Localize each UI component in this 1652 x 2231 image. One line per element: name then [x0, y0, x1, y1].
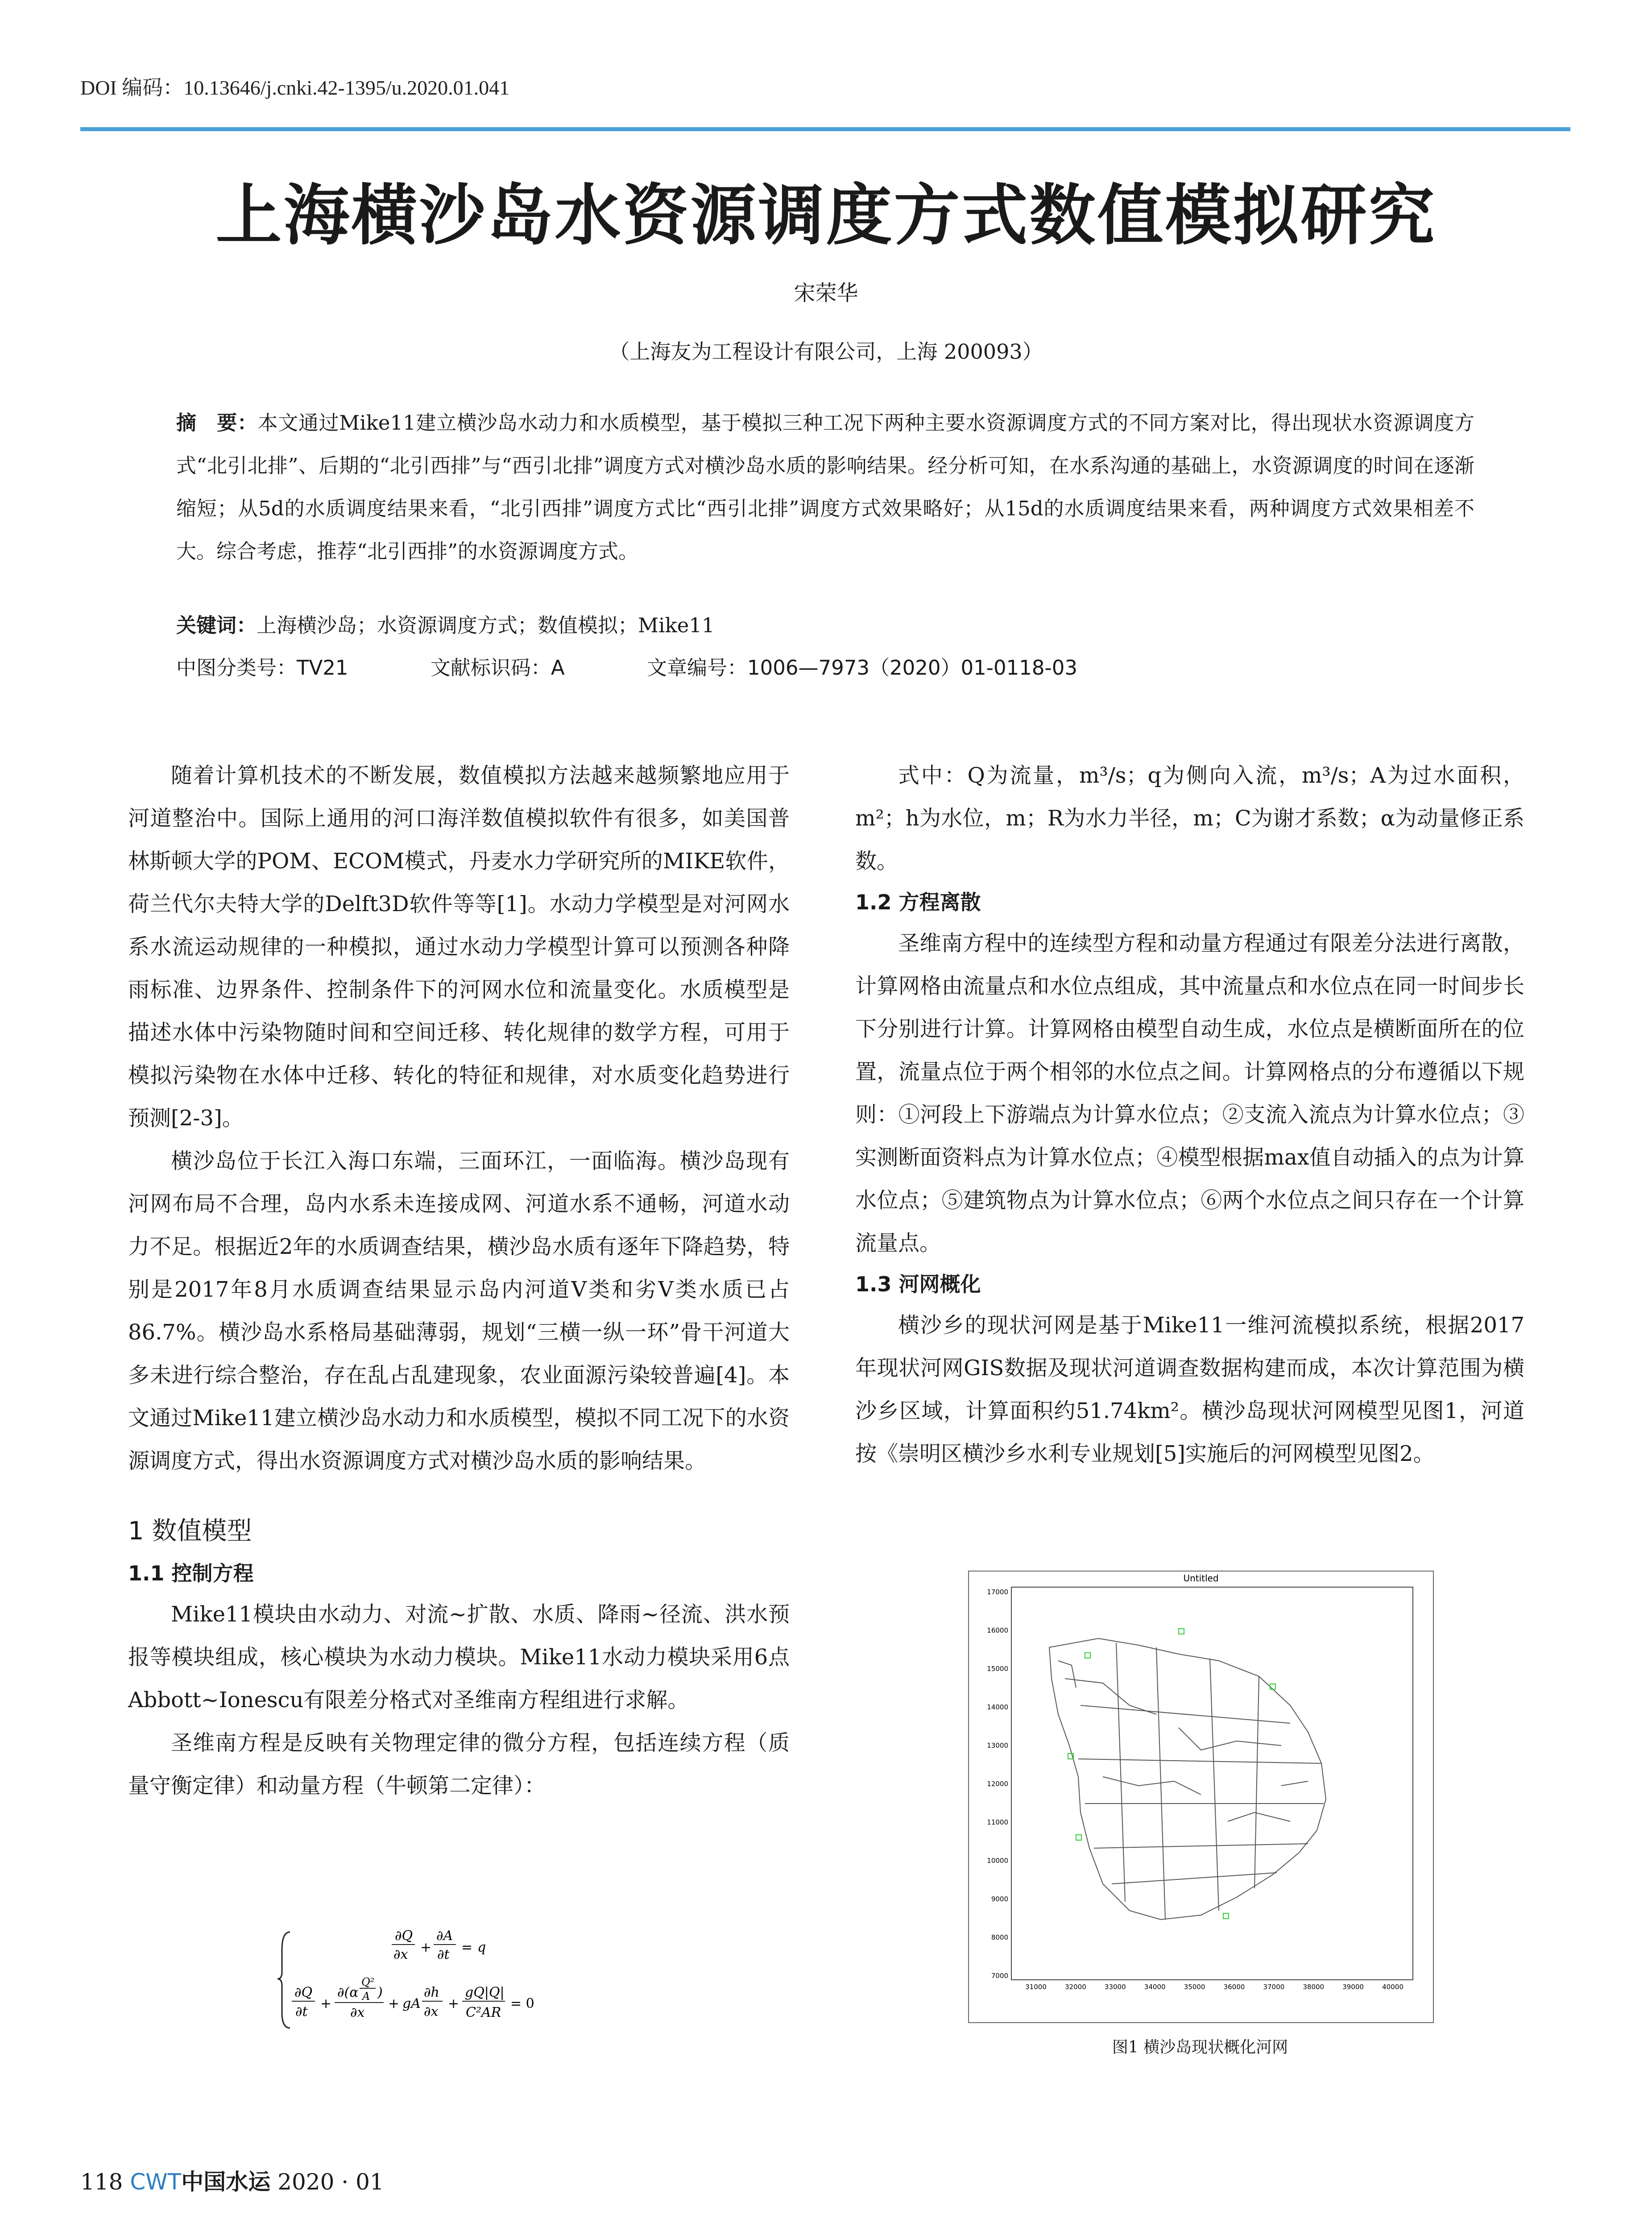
affiliation: （上海友为工程设计有限公司，上海 200093）: [609, 340, 1043, 364]
paper-title: 上海横沙岛水资源调度方式数值模拟研究: [215, 176, 1437, 254]
svg-text:∂t: ∂t: [295, 2004, 308, 2020]
article-number: 文章编号：1006—7973（2020）01-0118-03: [646, 656, 1078, 680]
header-rule: [80, 127, 1570, 131]
keywords: [176, 612, 1474, 639]
svg-text:+: +: [420, 1940, 432, 1955]
right-column: [855, 754, 1524, 1475]
svg-text:+: +: [448, 1996, 460, 2011]
paragraph: 横沙乡的现状河网是基于Mike11一维河流模拟系统，根据2017年现状河网GIS数据及现状河道调查数据构建而成，本次计算范围为横沙乡区域，计算面积约51.74km²。横沙岛现状河网模型见图1，河道按《崇明区横沙乡水利专业规划[5]实施后的河网模型见图2。: [855, 1313, 1524, 1466]
river-network: [1049, 1638, 1326, 1920]
keywords-text: 上海横沙岛；水资源调度方式；数值模拟；Mike11: [257, 614, 715, 637]
svg-text:= 0: = 0: [510, 1996, 534, 2011]
y-tick-label: 16000: [987, 1626, 1008, 1634]
x-tick-label: 35000: [1184, 1983, 1205, 1991]
y-tick-label: 15000: [987, 1665, 1008, 1673]
svg-text:∂(α: ∂(α: [337, 1985, 359, 2000]
left-column: [128, 754, 790, 1807]
saint-venant-equations: [277, 1923, 678, 2035]
journal-name: 中国水运: [181, 2169, 271, 2195]
abstract-text: 本文通过Mike11建立横沙岛水动力和水质模型，基于模拟三种工况下两种主要水资源调度方式的不同方案对比，得出现状水资源调度方式“北引北排”、后期的“北引西排”与“西引北排”调度方式对横沙岛水质的影响结果。经分析可知，在水系沟通的基础上，水资源调度的时间在逐渐缩短；从5d的水质调度结果来看，“北引西排”调度方式比“西引北排”调度方式效果略好；从15d的水质调度结果来看，两种调度方式效果相差不大。综合考虑，推荐“北引西排”的水资源调度方式。: [176, 411, 1474, 563]
doi-line: DOI 编码：10.13646/j.cnki.42-1395/u.2020.01.041: [80, 76, 510, 99]
paragraph: 圣维南方程中的连续型方程和动量方程通过有限差分法进行离散，计算网格由流量点和水位点组成，其中流量点和水位点在同一时间步长下分别进行计算。计算网格由模型自动生成，水位点是横断面所在的位置，流量点位于两个相邻的水位点之间。计算网格点的分布遵循以下规则：①河段上下游端点为计算水位点；②支流入流点为计算水位点；③实测断面资料点为计算水位点；④模型根据max值自动插入的点为计算水位点；⑤建筑物点为计算水位点；⑥两个水位点之间只存在一个计算流量点。: [855, 931, 1524, 1256]
svg-text:Q²: Q²: [361, 1976, 375, 1988]
journal-issue: 2020 · 01: [277, 2169, 384, 2195]
keywords-label: 关键词：: [176, 614, 257, 637]
svg-text:=: =: [461, 1940, 473, 1955]
paragraph: Mike11模块由水动力、对流~扩散、水质、降雨~径流、洪水预报等模块组成，核心模块为水动力模块。Mike11水动力模块采用6点Abbott~Ionescu有限差分格式对圣维南方程组进行求解。: [128, 1602, 790, 1713]
svg-text:): ): [377, 1985, 383, 2000]
document-code: 文献标识码：A: [430, 656, 565, 680]
x-tick-label: 36000: [1223, 1983, 1245, 1991]
paragraph: 式中：Q为流量，m³/s；q为侧向入流，m³/s；A为过水面积，m²；h为水位，m；R为水力半径，m；C为谢才系数；α为动量修正系数。: [855, 763, 1524, 874]
svg-text:+: +: [388, 1996, 400, 2011]
svg-text:gA: gA: [402, 1996, 421, 2011]
svg-text:∂x: ∂x: [350, 2005, 365, 2020]
y-tick-label: 11000: [987, 1818, 1008, 1826]
y-axis-ticks: [987, 1588, 1008, 1980]
page-number: 118: [80, 2169, 123, 2195]
figure-caption: 图1 横沙岛现状概化河网: [1112, 2038, 1288, 2057]
x-tick-label: 38000: [1303, 1983, 1325, 1991]
abstract: [176, 402, 1474, 573]
y-tick-label: 8000: [991, 1933, 1008, 1941]
author: 宋荣华: [794, 281, 858, 306]
subsection-heading: 1.3 河网概化: [855, 1272, 981, 1296]
classification-row: [176, 651, 1474, 680]
x-tick-label: 39000: [1342, 1983, 1364, 1991]
x-tick-label: 33000: [1104, 1983, 1126, 1991]
svg-text:∂A: ∂A: [436, 1928, 453, 1944]
x-tick-label: 31000: [1025, 1983, 1047, 1991]
x-axis-ticks: [1025, 1983, 1404, 1991]
section-heading: 1 数值模型: [128, 1517, 252, 1546]
figure-title: Untitled: [1183, 1573, 1219, 1584]
y-tick-label: 13000: [987, 1742, 1008, 1750]
y-tick-label: 12000: [987, 1780, 1008, 1788]
figure-1-river-network: [968, 1571, 1434, 2023]
paragraph: 圣维南方程是反映有关物理定律的微分方程，包括连续方程（质量守衡定律）和动量方程（牛顿第二定律）：: [128, 1730, 790, 1798]
svg-text:∂t: ∂t: [437, 1947, 450, 1962]
svg-text:C²AR: C²AR: [466, 2005, 501, 2020]
abstract-label: 摘 要：: [176, 411, 258, 435]
svg-text:∂Q: ∂Q: [294, 1985, 313, 2000]
x-tick-label: 37000: [1263, 1983, 1285, 1991]
x-tick-label: 40000: [1382, 1983, 1404, 1991]
page-footer: [80, 2164, 384, 2196]
svg-text:∂x: ∂x: [424, 2004, 439, 2020]
y-tick-label: 7000: [991, 1972, 1008, 1980]
y-tick-label: 17000: [987, 1588, 1008, 1596]
svg-text:∂h: ∂h: [424, 1985, 439, 2000]
x-tick-label: 34000: [1144, 1983, 1166, 1991]
plot-frame: [1011, 1587, 1413, 1980]
paragraph: 横沙岛位于长江入海口东端，三面环江，一面临海。横沙岛现有河网布局不合理，岛内水系未连接成网、河道水系不通畅，河道水动力不足。根据近2年的水质调查结果，横沙岛水质有逐年下降趋势，特别是2017年8月水质调查结果显示岛内河道Ⅴ类和劣Ⅴ类水质已占86.7%。横沙岛水系格局基础薄弱，规划“三横一纵一环”骨干河道大多未进行综合整治，存在乱占乱建现象，农业面源污染较普遍[4]。本文通过Mike11建立横沙岛水动力和水质模型，模拟不同工况下的水资源调度方式，得出水资源调度方式对横沙岛水质的影响结果。: [128, 1149, 790, 1473]
x-tick-label: 32000: [1065, 1983, 1086, 1991]
svg-text:q: q: [477, 1940, 486, 1955]
clc-number: 中图分类号：TV21: [176, 656, 348, 680]
subsection-heading: 1.1 控制方程: [128, 1561, 254, 1585]
y-tick-label: 9000: [991, 1895, 1008, 1903]
svg-text:A: A: [362, 1990, 370, 2003]
y-tick-label: 14000: [987, 1703, 1008, 1711]
y-tick-label: 10000: [987, 1857, 1008, 1865]
svg-text:∂Q: ∂Q: [395, 1928, 413, 1944]
journal-brand: CWT: [130, 2169, 182, 2195]
svg-text:∂x: ∂x: [393, 1947, 408, 1962]
svg-text:+: +: [320, 1996, 332, 2011]
subsection-heading: 1.2 方程离散: [855, 890, 981, 914]
paragraph: 随着计算机技术的不断发展，数值模拟方法越来越频繁地应用于河道整治中。国际上通用的河口海洋数值模拟软件有很多，如美国普林斯顿大学的POM、ECOM模式，丹麦水力学研究所的MIKE软件，荷兰代尔夫特大学的Delft3D软件等等[1]。水动力学模型是对河网水系水流运动规律的一种模拟，通过水动力学模型计算可以预测各种降雨标准、边界条件、控制条件下的河网水位和流量变化。水质模型是描述水体中污染物随时间和空间迁移、转化规律的数学方程，可用于模拟污染物在水体中迁移、转化的特征和规律，对水质变化趋势进行预测[2-3]。: [128, 763, 790, 1131]
svg-text:gQ|Q|: gQ|Q|: [465, 1985, 505, 2000]
